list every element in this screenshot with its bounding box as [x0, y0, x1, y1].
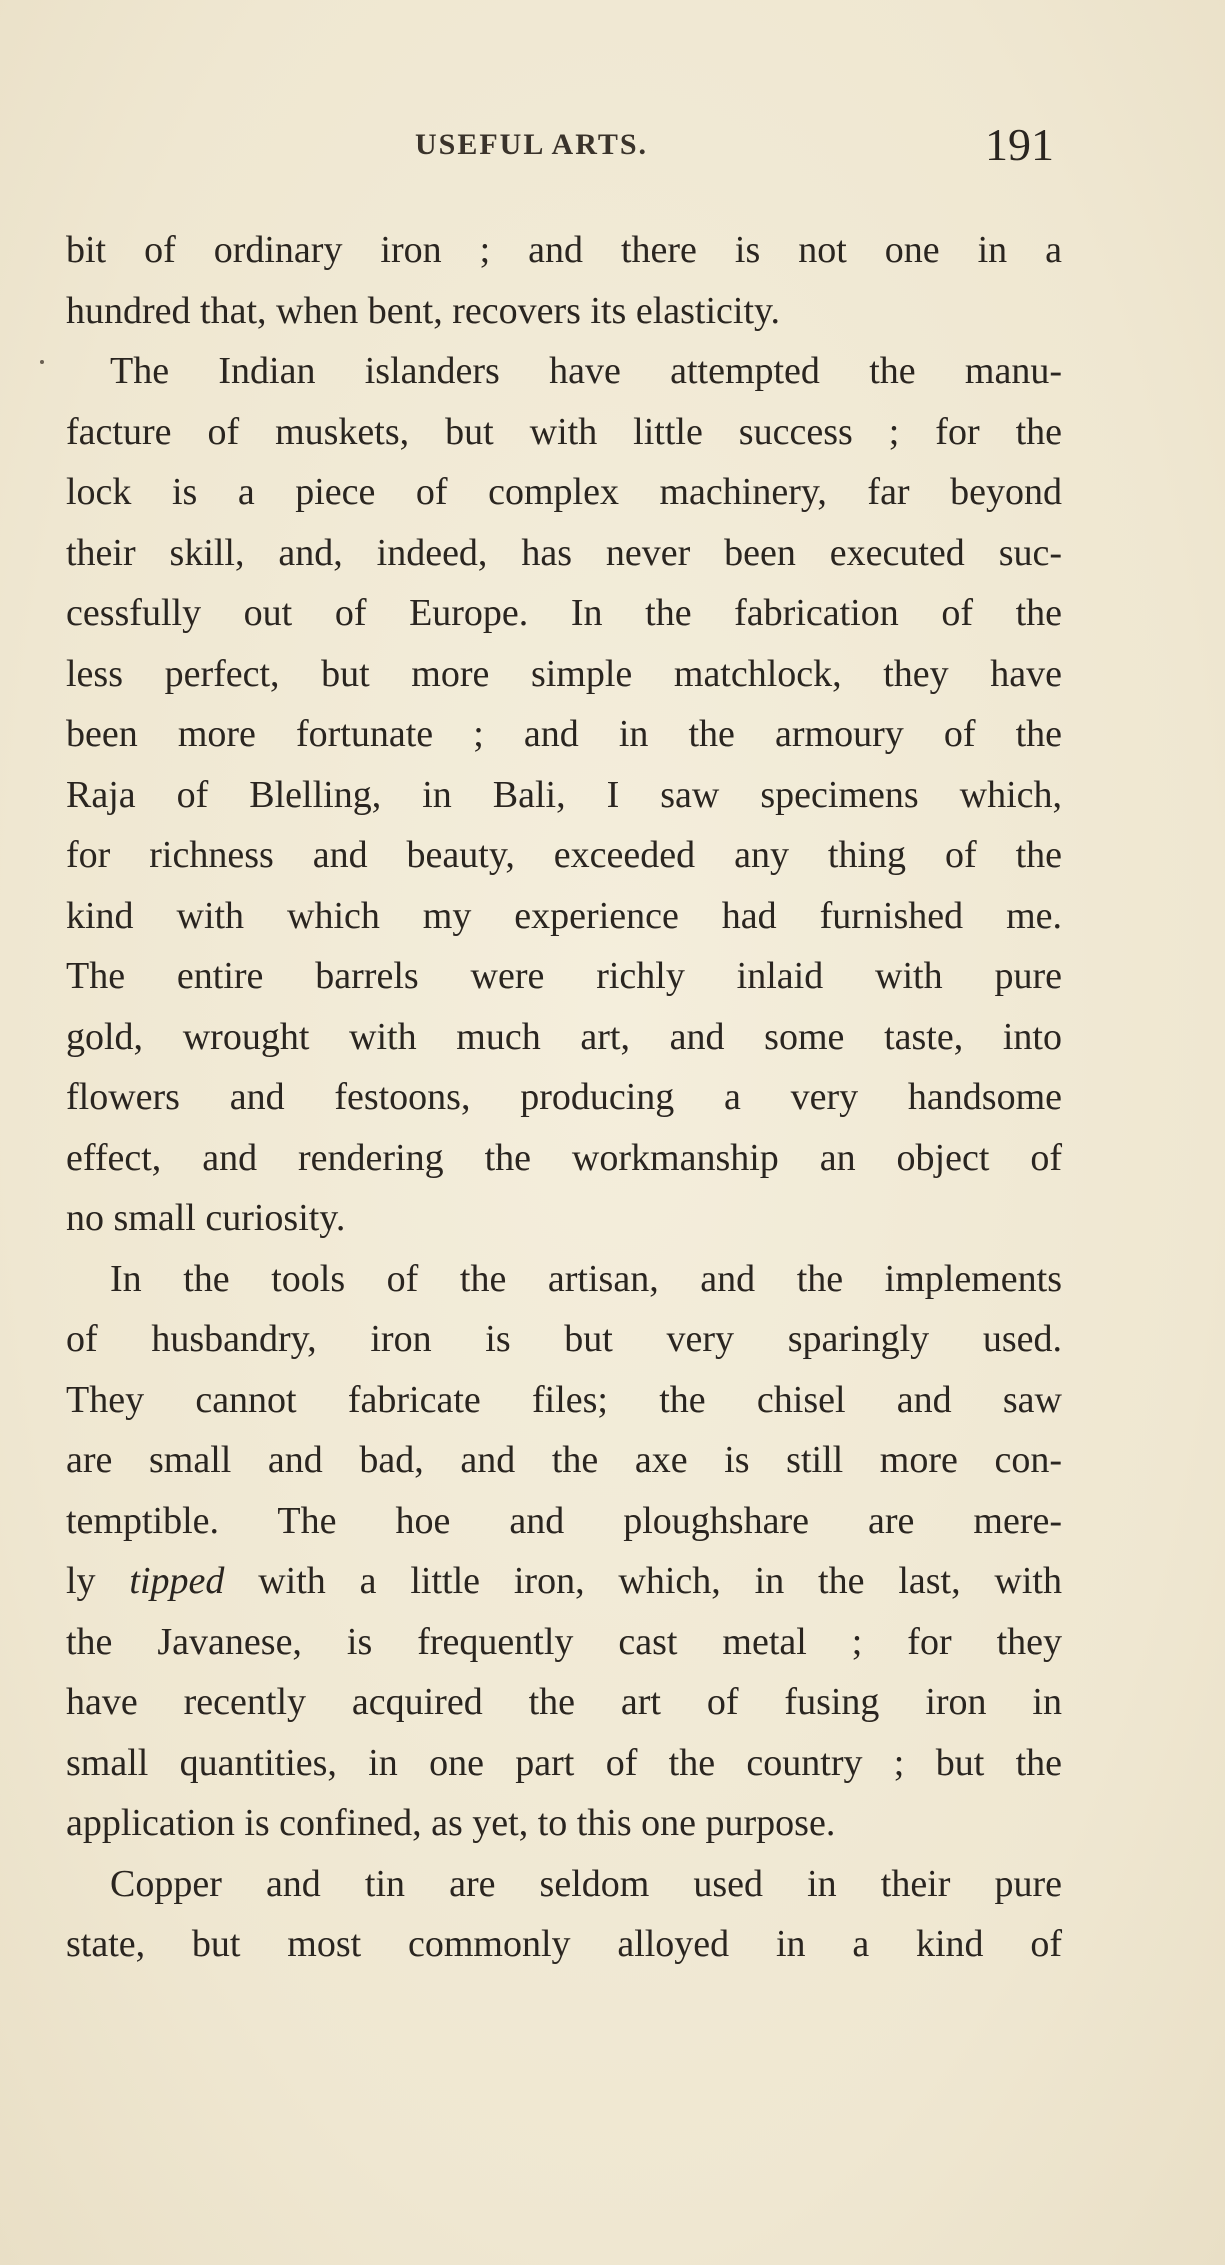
- paragraph-start-line: Copper and tin are seldom used in their pure: [110, 1862, 1062, 1905]
- text-line: gold, wrought with much art, and some taste, into: [66, 1015, 1062, 1058]
- text-line: small quantities, in one part of the country ; but the: [66, 1741, 1062, 1784]
- text-line: lock is a piece of complex machinery, far beyond: [66, 471, 1062, 513]
- text-line: of husbandry, iron is but very sparingly used.: [66, 1318, 1062, 1360]
- italic-word: tipped: [129, 1560, 225, 1602]
- text-line: flowers and festoons, producing a very handsome: [66, 1076, 1062, 1118]
- text-line: for richness and beauty, exceeded any thing of the: [66, 834, 1062, 876]
- text-line: bit of ordinary iron ; and there is not one in a: [66, 229, 1062, 271]
- text-fragment: ly: [66, 1560, 130, 1602]
- text-line: application is confined, as yet, to this one purpose.: [66, 1802, 836, 1844]
- paragraph-start-line: The Indian islanders have attempted the manu-: [110, 350, 1062, 392]
- text-line: have recently acquired the art of fusing iron in: [66, 1681, 1062, 1723]
- text-line: kind with which my experience had furnished me.: [66, 894, 1062, 937]
- text-line: facture of muskets, but with little success ; for the: [66, 410, 1062, 453]
- text-line: are small and bad, and the axe is still more con-: [66, 1439, 1062, 1481]
- text-line: been more fortunate ; and in the armoury of the: [66, 713, 1062, 755]
- text-line: state, but most commonly alloyed in a kind of: [66, 1923, 1062, 1965]
- paragraph-start-line: In the tools of the artisan, and the implements: [110, 1257, 1062, 1300]
- text-line: They cannot fabricate files; the chisel and saw: [66, 1378, 1062, 1421]
- page-header: [0, 118, 1225, 178]
- text-line: less perfect, but more simple matchlock, they have: [66, 652, 1062, 695]
- text-line-with-italic: [66, 1551, 1062, 1612]
- text-line: effect, and rendering the workmanship an object of: [66, 1136, 1062, 1179]
- text-line: no small curiosity.: [66, 1197, 346, 1239]
- body-text: [66, 220, 1062, 1975]
- text-line: hundred that, when bent, recovers its elasticity.: [66, 289, 781, 332]
- text-line: cessfully out of Europe. In the fabrication of the: [66, 592, 1062, 634]
- page-number: 191: [985, 119, 1054, 170]
- text-line: temptible. The hoe and ploughshare are mere-: [66, 1499, 1062, 1542]
- text-line: their skill, and, indeed, has never been executed suc-: [66, 531, 1062, 574]
- running-head: USEFUL ARTS.: [415, 128, 649, 161]
- text-line: Raja of Blelling, in Bali, I saw specimens which,: [66, 773, 1062, 816]
- text-line: The entire barrels were richly inlaid with pure: [66, 955, 1062, 997]
- text-line: the Javanese, is frequently cast metal ; for they: [66, 1620, 1062, 1663]
- paragraph-mark-dot: [40, 360, 44, 364]
- text-fragment: with a little iron, which, in the last, with: [224, 1560, 1062, 1602]
